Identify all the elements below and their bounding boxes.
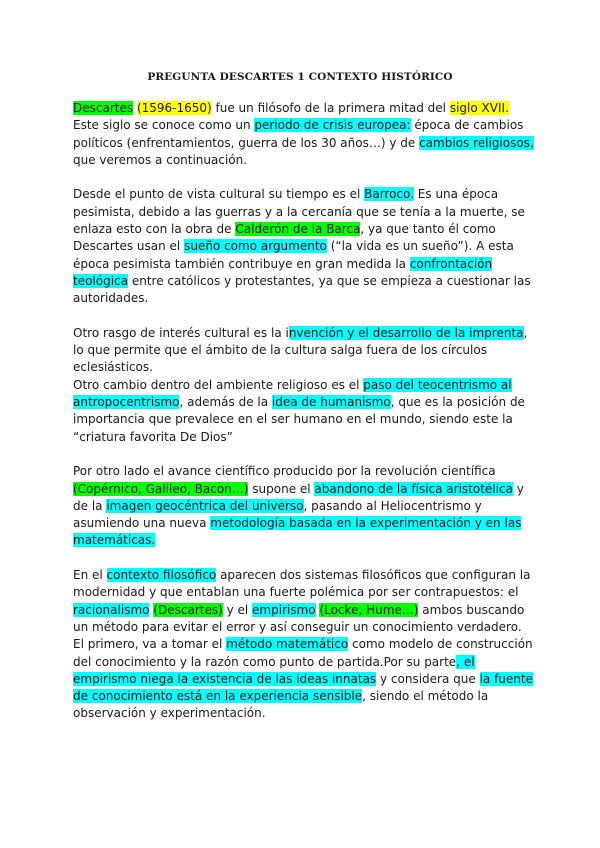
paragraph (73, 325, 535, 377)
text-run: fue un filósofo de la primera mitad del (211, 101, 450, 115)
text-run: Este siglo se conoce como un (73, 118, 255, 133)
highlighted-text: (1596-1650) (136, 101, 212, 115)
text-run: (“la vida es un sueño”). A esta época pesimista también contribuye en gran medida la (73, 239, 514, 271)
highlighted-text: Descartes (73, 101, 134, 115)
highlighted-text: periodo de crisis europea: (254, 118, 411, 133)
paragraph (73, 377, 535, 446)
text-run: Otro rasgo de interés cultural es la i (73, 325, 289, 340)
highlighted-text: Calderón de la Barca (235, 222, 361, 237)
text-run: Es una época pesimista, debido a las guerras y a la cercanía que se tenía a la muerte, se enlaza esto con la obra de (73, 187, 525, 237)
highlighted-text: racionalismo (73, 602, 150, 617)
text-run: Otro cambio dentro del ambiente religioso es el (73, 377, 364, 392)
text-run: época de cambios políticos (enfrentamientos, guerra de los 30 años…) y de (73, 118, 524, 150)
text-run: , ya que tanto él como Descartes usan el (73, 222, 496, 254)
text-run: , además de la (179, 395, 272, 410)
text-run: , pasando al Heliocentrismo y asumiendo una nueva (73, 498, 482, 531)
text-run: y el (222, 602, 253, 617)
paragraph-spacer (73, 308, 535, 325)
text-run: En el (73, 568, 107, 583)
highlighted-text: sueño como argumento (184, 239, 327, 254)
paragraph-spacer (73, 169, 535, 186)
highlighted-text: siglo XVII. (449, 101, 509, 115)
highlighted-text: confrontación teológica (73, 256, 493, 288)
highlighted-text: , el empirismo niega la existencia de las ideas innatas (73, 654, 475, 686)
text-run: y de la (73, 481, 524, 513)
highlighted-text: idea de humanismo (271, 395, 391, 410)
highlighted-text: cambios religiosos, (419, 135, 534, 150)
text-run: supone el (248, 481, 315, 496)
highlighted-text: (Copérnico, Galileo, Bacon…) (73, 481, 249, 496)
text-run: , lo que permite que el ámbito de la cultura salga fuera de los círculos eclesiásticos. (73, 325, 528, 375)
text-run: , siendo el método la observación y experimentación. (73, 689, 489, 721)
text-run: Desde el punto de vista cultural su tiempo es el (73, 187, 365, 202)
paragraph-spacer (73, 550, 535, 567)
document-title: PREGUNTA DESCARTES 1 CONTEXTO HISTÓRICO (147, 71, 453, 83)
highlighted-text: paso del teocentrismo al antropocentrismo (73, 377, 512, 410)
text-run: Por otro lado el avance científico producido por la revolución científica (73, 464, 496, 479)
text-run: y considera que (376, 671, 480, 686)
highlighted-text: (Descartes) (153, 602, 223, 617)
paragraph (73, 567, 535, 636)
highlighted-text: abandono de la física aristotélica (314, 481, 513, 496)
text-run: entre católicos y protestantes, ya que se empieza a cuestionar las autoridades. (73, 273, 531, 306)
highlighted-text: imagen geocéntrica del universo (106, 498, 304, 513)
paragraph-spacer (73, 446, 535, 463)
highlighted-text: metodología basada en la experimentación y en las matemáticas. (73, 516, 522, 548)
text-run: El primero, va a tomar el (73, 637, 227, 652)
paragraph (73, 186, 535, 307)
text-run: , que es la posición de importancia que prevalece en el ser humano en el mundo, siendo este la “criatura favorita De Dios” (73, 395, 525, 444)
paragraph (73, 463, 535, 549)
document-body (73, 100, 535, 723)
highlighted-text: Barroco. (364, 187, 414, 202)
highlighted-text: (Locke, Hume…) (319, 602, 419, 617)
text-run: que veremos a continuación. (73, 152, 248, 167)
highlighted-text: contexto filosófico (106, 568, 217, 583)
highlighted-text: método matemático (226, 637, 349, 652)
text-run: aparecen dos sistemas filosóficos que configuran la modernidad y que entablan una fuerte polémica por ser contrapuestos: el (73, 568, 531, 600)
paragraph (73, 100, 535, 169)
text-run: ambos buscando un método para evitar el error y así conseguir un conocimiento verdadero. (73, 602, 525, 634)
highlighted-text: empirismo (252, 602, 316, 617)
highlighted-text: la fuente de conocimiento está en la experiencia sensible (73, 671, 533, 704)
paragraph (73, 636, 535, 722)
text-run: como modelo de construcción del conocimiento y la razón como punto de partida.Por su parte (73, 637, 533, 669)
highlighted-text: nvención y el desarrollo de la imprenta (288, 325, 524, 340)
